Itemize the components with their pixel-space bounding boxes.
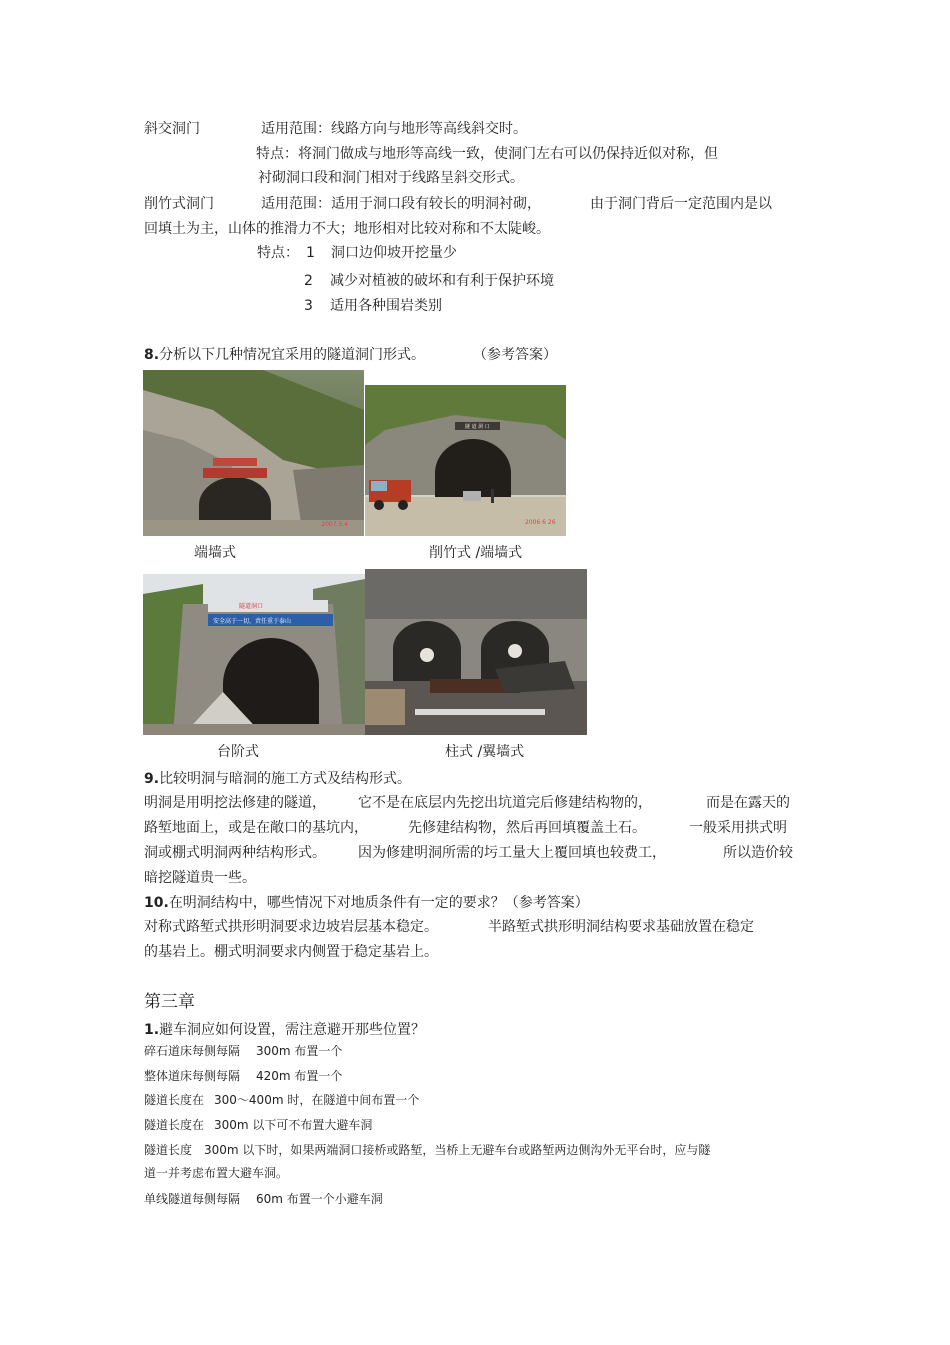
refuge-item-2-value: 420m 布置一个 <box>256 1069 343 1083</box>
refuge-item-7-value: 60m 布置一个小避车洞 <box>256 1192 383 1206</box>
refuge-item-7-label: 单线隧道每侧每隔 <box>144 1192 241 1206</box>
q9-title: 比较明洞与暗洞的施工方式及结构形式。 <box>159 771 412 787</box>
q9-line1-b: 它不是在底层内先挖出坑道完后修建结构物的， <box>358 795 652 811</box>
refuge-item-6: 道一并考虑布置大避车洞。 <box>144 1166 289 1180</box>
bamboo-features-label: 特点： <box>257 245 299 261</box>
refuge-item-3-value: 300～400m 时，在隧道中间布置一个 <box>214 1093 420 1107</box>
caption-end-wall: 端墙式 <box>194 545 236 561</box>
feature-num-1: 1 <box>306 245 315 261</box>
photo-stepped-portal <box>143 574 365 735</box>
q9-line2-a: 路堑地面上，或是在敞口的基坑内， <box>144 820 368 836</box>
q9-line2-b: 先修建结构物，然后再回填覆盖土石。 <box>408 820 646 836</box>
feature-num-3: 3 <box>304 298 313 314</box>
refuge-item-3 <box>144 1091 419 1109</box>
oblique-portal-feature-1: 特点：将洞门做成与地形等高线一致，使洞门左右可以仍保持近似对称，但 <box>256 146 718 162</box>
refuge-item-5 <box>144 1141 710 1159</box>
oblique-portal-feature-2: 衬砌洞口段和洞门相对于线路呈斜交形式。 <box>258 170 524 186</box>
q9-number: 9. <box>144 771 160 787</box>
q9-line4: 暗挖隧道贵一些。 <box>144 870 256 886</box>
refuge-item-5-value: 300m 以下时，如果两端洞口接桥或路堑，当桥上无避车台或路堑两边侧沟外无平台时，应与隧 <box>204 1143 711 1157</box>
photo-column-wing-wall-portal <box>365 569 587 735</box>
caption-column-wing-wall: 柱式 /翼墙式 <box>445 744 525 760</box>
ch3-q1-title: 避车洞应如何设置，需注意避开那些位置？ <box>159 1022 426 1038</box>
ch3-q1-number: 1. <box>144 1022 160 1038</box>
q8-title: 分析以下几种情况宜采用的隧道洞门形式。 <box>159 347 426 363</box>
refuge-item-4 <box>144 1116 372 1134</box>
refuge-item-1 <box>144 1042 342 1060</box>
refuge-item-2-label: 整体道床每侧每隔 <box>144 1069 241 1083</box>
photo2-sign: 隧 道 洞 口 <box>465 424 490 430</box>
bamboo-portal-name: 削竹式洞门 <box>144 196 214 212</box>
refuge-item-1-label: 碎石道床每侧每隔 <box>144 1044 241 1058</box>
refuge-item-1-value: 300m 布置一个 <box>256 1044 343 1058</box>
q10-title: 在明洞结构中，哪些情况下对地质条件有一定的要求？（参考答案） <box>168 895 589 911</box>
refuge-item-2 <box>144 1067 342 1085</box>
bamboo-portal-scope-line2: 回填土为主，山体的推滑力不大；地形相对比较对称和不太陡峻。 <box>144 221 550 237</box>
q10-heading <box>144 893 589 913</box>
q10-line1-b: 半路堑式拱形明洞结构要求基础放置在稳定 <box>488 919 754 935</box>
photo-end-wall-portal <box>143 370 364 536</box>
feature-text-3: 适用各种围岩类别 <box>330 298 442 314</box>
q9-line1-a: 明洞是用明挖法修建的隧道， <box>144 795 326 811</box>
photo3-slogan: 安全高于一切，责任重于泰山 <box>213 618 292 625</box>
q10-line2: 的基岩上。棚式明洞要求内侧置于稳定基岩上。 <box>144 944 438 960</box>
refuge-item-7 <box>144 1190 383 1208</box>
feature-num-2: 2 <box>304 273 313 289</box>
photo1-date: 2007.5.4 <box>321 521 348 528</box>
bamboo-portal-scope: 适用范围：适用于洞口段有较长的明洞衬砌， <box>261 196 541 212</box>
refuge-item-4-value: 300m 以下可不布置大避车洞 <box>214 1118 373 1132</box>
oblique-portal-name: 斜交洞门 <box>144 121 200 137</box>
q9-line2-c: 一般采用拱式明 <box>689 820 787 836</box>
caption-stepped: 台阶式 <box>217 744 259 760</box>
q10-number: 10. <box>144 895 169 911</box>
oblique-portal-scope: 适用范围：线路方向与地形等高线斜交时。 <box>261 121 527 137</box>
feature-text-1: 洞口边仰坡开挖量少 <box>331 245 457 261</box>
photo-bamboo-portal <box>365 385 566 536</box>
bamboo-portal-scope-tail: 由于洞门背后一定范围内是以 <box>590 196 772 212</box>
q9-line3-b: 因为修建明洞所需的圬工量大上覆回填也较费工， <box>358 845 666 861</box>
q9-line3-a: 洞或棚式明洞两种结构形式。 <box>144 845 326 861</box>
q9-heading <box>144 769 411 789</box>
q8-heading <box>144 345 425 365</box>
feature-text-2: 减少对植被的破坏和有利于保护环境 <box>330 273 554 289</box>
refuge-item-3-label: 隧道长度在 <box>144 1093 205 1107</box>
refuge-item-4-label: 隧道长度在 <box>144 1118 205 1132</box>
q8-reference: （参考答案） <box>473 347 557 363</box>
q8-number: 8. <box>144 347 160 363</box>
ch3-q1-heading <box>144 1020 425 1040</box>
q10-line1-a: 对称式路堑式拱形明洞要求边坡岩层基本稳定。 <box>144 919 438 935</box>
photo2-date: 2006 6 26 <box>525 519 556 526</box>
chapter-heading: 第三章 <box>144 992 195 1012</box>
photo3-top-text: 隧道洞口 <box>239 603 264 610</box>
q9-line1-c: 而是在露天的 <box>706 795 790 811</box>
refuge-item-5-label: 隧道长度 <box>144 1143 193 1157</box>
q9-line3-c: 所以造价较 <box>723 845 793 861</box>
caption-bamboo-end-wall: 削竹式 /端墙式 <box>429 545 523 561</box>
